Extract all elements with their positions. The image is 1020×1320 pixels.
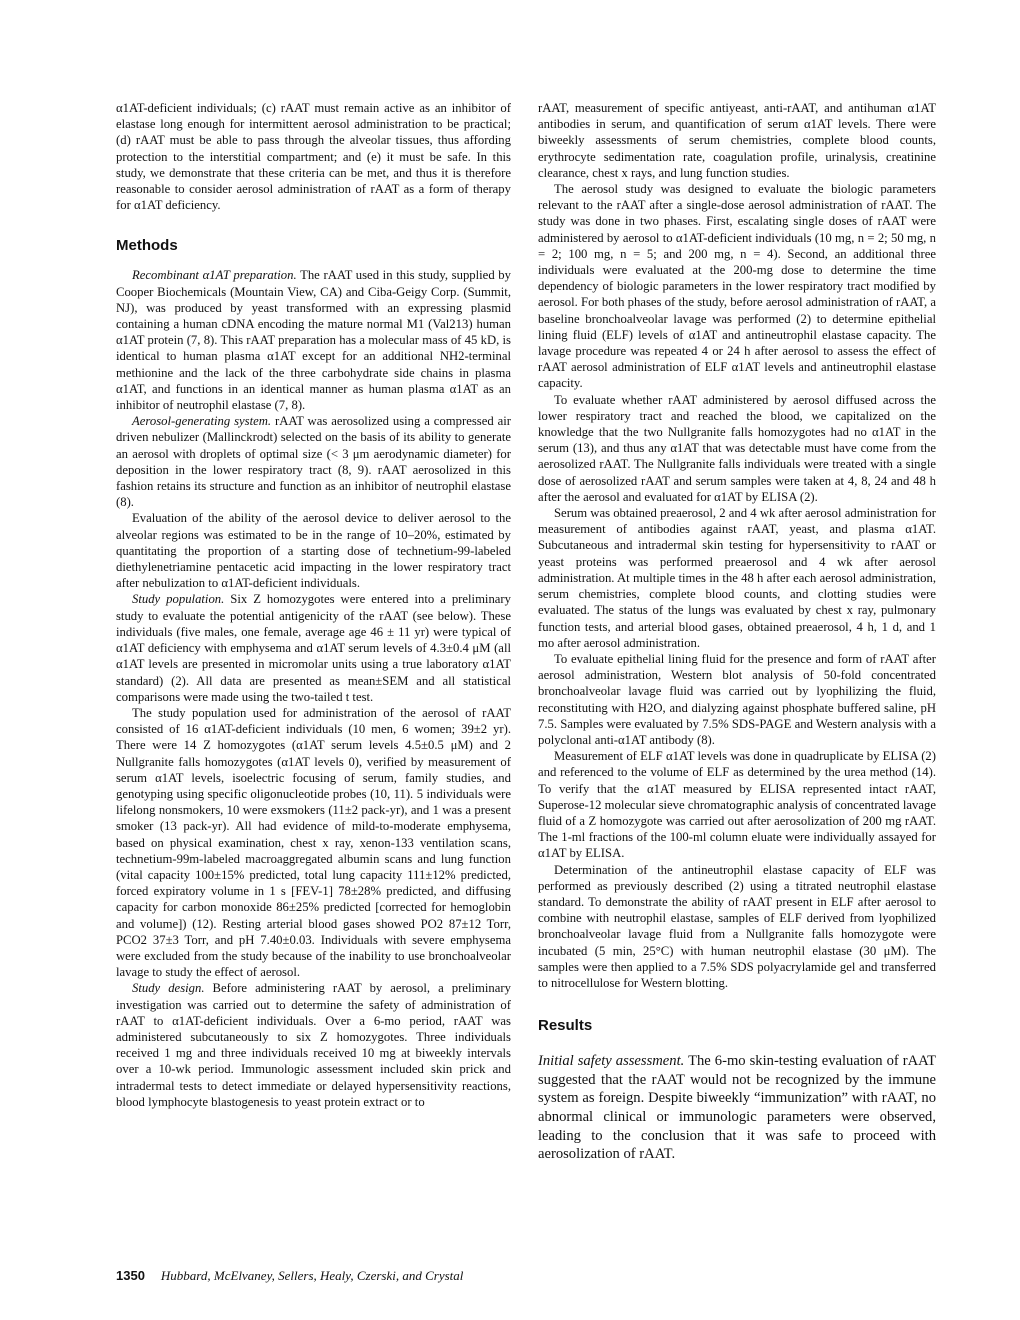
left-column bbox=[116, 100, 511, 1110]
measurement-paragraph: Measurement of ELF α1AT levels was done in quadruplicate by ELISA (2) and referenced to the volume of ELF as determined by the urea method (14). To verify that the α1AT measured by ELISA represented intact rAAT, Superose-12 molecular sieve chromatographic analysis of concentrated lavage fluid of a Z homozygote was carried out after aerosolization of 200 mg rAAT. The 1-ml fractions of the 100-ml column eluate were individually assayed for α1AT by ELISA. bbox=[538, 749, 936, 861]
serum-paragraph: Serum was obtained preaerosol, 2 and 4 wk after aerosol administration for measurement of antibodies against rAAT, yeast, and plasma α1AT. Subcutaneous and intradermal skin testing for hypersensitivity to rAAT or yeast proteins was performed preaerosol and 4 wk after aerosol administration. At multiple times in the 48 h after each aerosol administration, serum chemistries, complete blood counts, and clotting studies were evaluated. The status of the lungs was evaluated by chest x ray, pulmonary function tests, and arterial blood gases, obtained preaerosol, 4 h, 1 d, and 1 mo after aerosol administration. bbox=[538, 506, 936, 650]
recombinant-label: Recombinant α1AT preparation. bbox=[132, 268, 297, 283]
aerosol-study-paragraph: The aerosol study was designed to evaluate the biologic parameters relevant to the rAAT after a single-dose aerosol administration of rAAT. The study was done in two phases. First, escalating single doses of rAAT were administered by aerosol to α1AT-deficient individuals (10 mg, n = 2; 50 mg, n = 2; 100 mg, n = 5; and 200 mg, n = 4). Second, an additional three individuals were evaluated at the 200-mg dose to determine the time dependency of biologic parameters in the lower respiratory tract modified by aerosol. For both phases of the study, before aerosol administration of rAAT, a baseline bronchoalveolar lavage was performed (2) to determine epithelial lining fluid (ELF) levels of α1AT and antineutrophil elastase capacity. The lavage procedure was repeated 4 or 24 h after aerosol to assess the effect of rAAT aerosol administration of ELF α1AT levels and antineutrophil elastase capacity. bbox=[538, 182, 936, 391]
safety-paragraph bbox=[538, 1052, 936, 1164]
continuation-paragraph: rAAT, measurement of specific antiyeast, anti-rAAT, and antihuman α1AT antibodies in serum, and quantification of serum α1AT levels. There were biweekly assessments of serum chemistries, complete blood counts, erythrocyte sedimentation rate, coagulation profile, urinalysis, creatinine clearance, chest x rays, and lung function studies. bbox=[538, 101, 936, 180]
evaluation-paragraph: Evaluation of the ability of the aerosol device to deliver aerosol to the alveolar regions was estimated to be in the range of 10–20%, estimated by quantitating the proportion of a starting dose of technetium-99-labeled diethylenetriamine pentacetic acid impacting in the lower respiratory tract after nebulization to α1AT-deficient individuals. bbox=[116, 511, 511, 591]
study-design-text: Before administering rAAT by aerosol, a preliminary investigation was carried out to determine the safety of administration of rAAT to α1AT-deficient individuals. Over a 6-mo period, rAAT was administered subcutaneously to six Z homozygotes. Three individuals received 1 mg and three individuals received 10 mg at biweekly intervals over a 10-wk period. Immunologic assessment included skin prick and intradermal tests to detect immediate or delayed hypersensitivity reactions, blood lymphocyte blastogenesis to yeast protein extract or to bbox=[116, 981, 511, 1109]
determination-paragraph: Determination of the antineutrophil elastase capacity of ELF was performed as previously described (2) using a titrated neutrophil elastase standard. To demonstrate the ability of rAAT present in ELF after aerosol to combine with neutrophil elastase, samples of ELF derived from lyophilized bronchoalveolar lavage fluid from a Nullgranite falls homozygote were incubated (5 min, 25°C) with human neutrophil elastase (30 μM). The samples were then applied to a 7.5% SDS polyacrylamide gel and transferred to nitrocellulose for Western blotting. bbox=[538, 862, 936, 990]
study-population-paragraph bbox=[116, 591, 511, 704]
recombinant-text: The rAAT used in this study, supplied by Cooper Biochemicals (Mountain View, CA) and Ciba-Geigy Corp. (Summit, NJ), was produced by yeast transformed with an expressing plasmid containing a human cDNA encoding the mature normal M1 (Val213) human α1AT protein (7, 8). This rAAT preparation has a molecular mass of 45 kD, is identical to human plasma α1AT except for an additional NH2-terminal methionine and the lack of the three carbohydrate side chains in plasma α1AT, and functions in an identical manner as human plasma α1AT as an inhibitor of neutrophil elastase (7, 8). bbox=[116, 268, 511, 413]
aerosol-system-label: Aerosol-generating system. bbox=[132, 414, 272, 429]
intro-paragraph: α1AT-deficient individuals; (c) rAAT must remain active as an inhibitor of elastase long enough for intermittent aerosol administration to be practical; (d) rAAT must be able to pass through the alveolar tissues, thus affording protection to the interstitial compartment; and (e) it must be safe. In this study, we demonstrate that these criteria can be met, and thus it is therefore reasonable to consider aerosol administration of rAAT as a form of therapy for α1AT deficiency. bbox=[116, 101, 511, 213]
safety-label: Initial safety assessment. bbox=[538, 1053, 685, 1070]
population-aerosol-paragraph: The study population used for administration of the aerosol of rAAT consisted of 16 α1AT-deficient individuals (10 men, 6 women; 39±2 yr). There were 14 Z homozygotes (α1AT serum levels 4.5±0.5 μM) and 2 Nullgranite falls homozygotes (α1AT levels 0), verified by measurement of serum α1AT levels, isoelectric focusing of serum, family studies, and genotyping using specific oligonucleotide probes (10, 11). 5 individuals were lifelong nonsmokers, 10 were exsmokers (11±2 pack-yr), and 1 was a present smoker (13 pack-yr). All had evidence of mild-to-moderate emphysema, based on physical examination, chest x ray, xenon-133 ventilation scans, technetium-99m-labeled macroaggregated albumin scans and lung function (vital capacity 100±15% predicted, total lung capacity 111±12% predicted, forced expiratory volume in 1 s [FEV-1] 78±28% predicted, and diffusing capacity for carbon monoxide 86±25% predicted [corrected for hemoglobin and volume]) (12). Resting arterial blood gases showed PO2 87±12 Torr, PCO2 37±3 Torr, and pH 7.40±0.03. Individuals with severe emphysema were excluded from the study because of the inability to use bronchoalveolar lavage to study the effect of aerosol. bbox=[116, 705, 511, 980]
page-number: 1350 bbox=[116, 1268, 145, 1283]
aerosol-system-text: rAAT was aerosolized using a compressed air driven nebulizer (Mallinckrodt) selected on the basis of its ability to generate an aerosol with droplets of optimal size (< 3 μm aerodynamic diameter) for deposition in the lower respiratory tract (8, 9). rAAT aerosolized in this fashion retains its structure and function as an inhibitor of neutrophil elastase (8). bbox=[116, 414, 511, 510]
footer-authors: Hubbard, McElvaney, Sellers, Healy, Czerski, and Crystal bbox=[160, 1268, 464, 1283]
study-design-paragraph bbox=[116, 980, 511, 1110]
study-population-text: Six Z homozygotes were entered into a preliminary study to evaluate the potential antigenicity of the rAAT (see below). These individuals (five males, one female, average age 46 ± 11 yr) were typical of α1AT deficiency with emphysema and α1AT serum levels of 4.3±0.4 μM (all α1AT levels are presented in micromolar units using a true laboratory α1AT standard) (2). All data are presented as mean±SEM and all statistical comparisons were made using the two-tailed t test. bbox=[116, 592, 512, 704]
study-design-label: Study design. bbox=[132, 981, 205, 996]
diffusion-paragraph: To evaluate whether rAAT administered by aerosol diffused across the lower respiratory tract and reached the blood, we capitalized on the knowledge that the two Nullgranite falls homozygotes had no α1AT in the serum (13), and thus any α1AT that was detectable must have come from the aerosolized rAAT. The Nullgranite falls individuals were treated with a single dose of aerosolized rAAT and serum samples were taken at 4, 8, 24 and 48 h after the aerosol and evaluated for α1AT by ELISA (2). bbox=[538, 392, 936, 504]
right-column bbox=[538, 100, 936, 1164]
elf-evaluation-paragraph: To evaluate epithelial lining fluid for the presence and form of rAAT after aerosol administration, Western blot analysis of 50-fold concentrated bronchoalveolar lavage fluid was carried out by lyophilizing the fluid, reconstituting with H2O, and dialyzing against phosphate buffered saline, pH 7.5. Samples were evaluated by 7.5% SDS-PAGE and Western analysis with a polyclonal anti-α1AT antibody (8). bbox=[538, 651, 936, 747]
page-footer bbox=[116, 1268, 463, 1284]
methods-heading: Methods bbox=[116, 237, 178, 255]
results-heading: Results bbox=[538, 1017, 593, 1035]
study-population-label: Study population. bbox=[132, 592, 225, 607]
safety-text: The 6-mo skin-testing evaluation of rAAT suggested that the rAAT would not be recognized by the immune system as foreign. Despite biweekly “immunization” with rAAT, no abnormal clinical or immunologic parameters were observed, leading to the conclusion that it was safe to proceed with aerosolization of rAAT. bbox=[538, 1053, 936, 1163]
aerosol-system-paragraph bbox=[116, 413, 511, 510]
recombinant-paragraph bbox=[116, 267, 511, 413]
